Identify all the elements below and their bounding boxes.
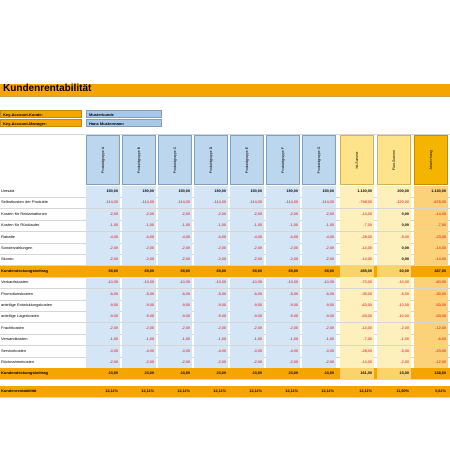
- table-row: [0, 346, 450, 357]
- table-cell[interactable]: 1.130,00: [414, 186, 448, 197]
- column-header-label: Produktgruppe D: [209, 146, 213, 174]
- table-cell[interactable]: 65,00: [144, 268, 154, 273]
- table-cell[interactable]: -2,00: [194, 209, 228, 220]
- row-label: Rabatte: [1, 233, 16, 239]
- table-cell[interactable]: -9,00: [158, 311, 192, 322]
- row-label: Versandkosten: [1, 336, 28, 342]
- table-cell[interactable]: -7,00: [414, 220, 448, 231]
- table-cell[interactable]: -2,00: [266, 254, 300, 265]
- table-cell[interactable]: 0,00: [377, 209, 411, 220]
- table-cell[interactable]: -1,00: [86, 220, 120, 231]
- table-row: [0, 254, 450, 265]
- column-header: [377, 135, 411, 185]
- table-cell[interactable]: -30,00: [414, 289, 448, 300]
- table-cell[interactable]: -4,00: [86, 346, 120, 357]
- table-cell[interactable]: -14,00: [340, 254, 374, 265]
- table-cell[interactable]: -10,00: [122, 277, 156, 288]
- sheet-title-bar: [0, 84, 450, 97]
- table-cell[interactable]: -2,00: [194, 357, 228, 368]
- table-cell[interactable]: -70,00: [340, 277, 374, 288]
- table-cell[interactable]: -2,00: [302, 243, 336, 254]
- table-row: [0, 300, 450, 311]
- table-cell[interactable]: -1,00: [122, 334, 156, 345]
- row-label: Verkaufskosten: [1, 279, 29, 285]
- table-cell[interactable]: -4,00: [122, 232, 156, 243]
- table-cell[interactable]: -1,00: [122, 220, 156, 231]
- table-cell[interactable]: -5,00: [122, 289, 156, 300]
- table-cell[interactable]: -2,00: [86, 357, 120, 368]
- column-header: [86, 135, 120, 185]
- table-cell[interactable]: -2,00: [302, 357, 336, 368]
- table-cell[interactable]: -5,00: [194, 289, 228, 300]
- table-cell[interactable]: -1,00: [266, 334, 300, 345]
- table-cell[interactable]: 65,00: [108, 268, 118, 273]
- table-cell[interactable]: 12,11%: [213, 388, 226, 393]
- table-cell[interactable]: 65,00: [288, 268, 298, 273]
- table-cell[interactable]: 12,11%: [321, 388, 334, 393]
- table-cell[interactable]: -1,00: [302, 220, 336, 231]
- table-cell[interactable]: -2,00: [266, 243, 300, 254]
- table-cell[interactable]: -9,00: [266, 300, 300, 311]
- table-cell[interactable]: 455,00: [340, 266, 374, 277]
- table-cell[interactable]: -114,00: [158, 197, 192, 208]
- column-header: [414, 135, 448, 185]
- table-cell[interactable]: -14,00: [340, 323, 374, 334]
- table-cell[interactable]: -10,00: [194, 277, 228, 288]
- row-label: Kosten für Reklamationen: [1, 210, 48, 216]
- table-cell[interactable]: 23,00: [252, 371, 262, 376]
- table-cell[interactable]: -2,00: [122, 357, 156, 368]
- table-cell[interactable]: 23,00: [377, 368, 411, 379]
- table-cell[interactable]: -5,00: [158, 289, 192, 300]
- table-cell[interactable]: -28,00: [340, 232, 374, 243]
- table-cell[interactable]: 12,11%: [359, 388, 372, 393]
- table-cell[interactable]: -4,00: [158, 232, 192, 243]
- column-header: [340, 135, 374, 185]
- grid-line: [0, 379, 450, 380]
- row-label: Umsatz: [1, 188, 15, 193]
- table-cell[interactable]: -9,00: [266, 311, 300, 322]
- table-cell[interactable]: -2,00: [230, 209, 264, 220]
- table-cell[interactable]: -2,00: [122, 323, 156, 334]
- table-cell[interactable]: -4,00: [230, 346, 264, 357]
- column-header: [302, 135, 336, 185]
- row-label: Sonderzahlungen: [1, 245, 33, 250]
- table-cell[interactable]: -2,00: [158, 323, 192, 334]
- row-label: Servicekosten: [1, 347, 27, 353]
- table-cell[interactable]: 150,00: [302, 186, 336, 197]
- table-row: [0, 243, 450, 254]
- table-cell[interactable]: -4,00: [158, 346, 192, 357]
- table-cell[interactable]: 387,00: [434, 268, 446, 273]
- table-cell[interactable]: -9,00: [194, 300, 228, 311]
- table-cell[interactable]: -53,00: [414, 311, 448, 322]
- table-row: [0, 209, 450, 220]
- column-header-label: Plan-Summe: [392, 149, 396, 171]
- table-cell[interactable]: 65,00: [180, 268, 190, 273]
- table-cell[interactable]: -1,00: [377, 334, 411, 345]
- table-cell[interactable]: -14,00: [414, 209, 448, 220]
- table-cell[interactable]: -2,00: [230, 357, 264, 368]
- table-cell[interactable]: 11,50%: [396, 388, 409, 393]
- table-cell[interactable]: -114,00: [266, 197, 300, 208]
- column-header-label: Abweichung: [429, 150, 433, 170]
- table-cell[interactable]: -2,00: [86, 254, 120, 265]
- table-cell[interactable]: -12,00: [414, 323, 448, 334]
- table-cell[interactable]: -14,00: [414, 254, 448, 265]
- table-cell[interactable]: -2,00: [266, 357, 300, 368]
- table-cell[interactable]: -2,00: [158, 243, 192, 254]
- table-cell[interactable]: -9,00: [302, 300, 336, 311]
- table-cell[interactable]: -5,00: [302, 289, 336, 300]
- table-cell[interactable]: 23,00: [216, 371, 226, 376]
- table-cell[interactable]: -4,00: [266, 346, 300, 357]
- table-cell[interactable]: -7,00: [340, 334, 374, 345]
- table-cell[interactable]: 23,00: [288, 371, 298, 376]
- table-cell[interactable]: -9,00: [86, 311, 120, 322]
- column-header-label: Produktgruppe F: [281, 146, 285, 174]
- table-cell[interactable]: -9,00: [302, 311, 336, 322]
- table-cell[interactable]: -2,00: [86, 243, 120, 254]
- table-cell[interactable]: 150,00: [230, 186, 264, 197]
- table-cell[interactable]: -35,00: [340, 289, 374, 300]
- table-row: [0, 277, 450, 288]
- table-cell[interactable]: -114,00: [230, 197, 264, 208]
- table-row: [0, 357, 450, 368]
- table-cell[interactable]: 200,00: [377, 186, 411, 197]
- grid-line: [0, 134, 450, 135]
- table-cell[interactable]: -2,00: [230, 243, 264, 254]
- table-cell[interactable]: -2,00: [266, 323, 300, 334]
- table-cell[interactable]: 1.130,00: [340, 186, 374, 197]
- table-cell[interactable]: -9,00: [122, 300, 156, 311]
- table-cell[interactable]: -1,00: [302, 334, 336, 345]
- table-cell[interactable]: -1,00: [230, 334, 264, 345]
- table-cell[interactable]: 12,11%: [285, 388, 298, 393]
- table-cell[interactable]: -4,00: [302, 346, 336, 357]
- table-cell[interactable]: -2,00: [194, 254, 228, 265]
- column-header: [266, 135, 300, 185]
- table-cell[interactable]: -10,00: [377, 277, 411, 288]
- table-cell[interactable]: -2,00: [194, 243, 228, 254]
- column-header: [158, 135, 192, 185]
- table-cell[interactable]: -2,00: [302, 209, 336, 220]
- table-cell[interactable]: -4,00: [122, 346, 156, 357]
- row-label: Kosten für Rücklaufer: [1, 222, 40, 228]
- table-cell[interactable]: -14,00: [340, 209, 374, 220]
- table-cell[interactable]: -4,00: [266, 232, 300, 243]
- table-row: [0, 266, 450, 277]
- table-cell[interactable]: -4,00: [194, 346, 228, 357]
- row-label: Selbstkosten der Produkte: [1, 199, 48, 205]
- table-cell[interactable]: 65,00: [324, 268, 334, 273]
- table-cell[interactable]: -2,00: [194, 323, 228, 334]
- column-header: [230, 135, 264, 185]
- table-cell[interactable]: 65,00: [252, 268, 262, 273]
- table-cell[interactable]: -2,00: [86, 209, 120, 220]
- row-label: Kundendeckungsbeitrag: [1, 370, 48, 376]
- sheet-title: Kundenrentabilität: [3, 83, 92, 94]
- table-cell[interactable]: -114,00: [194, 197, 228, 208]
- row-label: Kundenrentabilität: [1, 387, 37, 393]
- table-cell[interactable]: -4,00: [194, 232, 228, 243]
- table-cell[interactable]: -2,00: [377, 323, 411, 334]
- table-cell[interactable]: -4,00: [230, 232, 264, 243]
- table-cell[interactable]: -14,00: [340, 243, 374, 254]
- table-cell[interactable]: -2,00: [302, 323, 336, 334]
- table-cell[interactable]: -12,00: [414, 357, 448, 368]
- table-cell[interactable]: 23,00: [108, 371, 118, 376]
- column-header-label: Produktgruppe B: [137, 146, 141, 174]
- table-cell[interactable]: -9,00: [230, 311, 264, 322]
- table-cell[interactable]: -14,00: [414, 243, 448, 254]
- table-cell[interactable]: -5,00: [86, 289, 120, 300]
- table-cell[interactable]: 12,11%: [141, 388, 154, 393]
- row-label: Promotionskosten: [1, 290, 34, 296]
- column-header-label: Produktgruppe A: [101, 146, 105, 174]
- table-cell[interactable]: -114,00: [302, 197, 336, 208]
- table-cell[interactable]: -2,00: [158, 209, 192, 220]
- table-cell[interactable]: -60,00: [414, 277, 448, 288]
- column-header-label: Ist-Summe: [355, 151, 359, 169]
- table-cell[interactable]: -9,00: [86, 300, 120, 311]
- table-cell[interactable]: 0,61%: [435, 388, 446, 393]
- table-cell[interactable]: -2,00: [86, 323, 120, 334]
- table-cell[interactable]: -4,00: [86, 232, 120, 243]
- table-row: [0, 186, 450, 197]
- table-cell[interactable]: 23,00: [324, 371, 334, 376]
- table-cell[interactable]: -1,00: [86, 334, 120, 345]
- table-cell[interactable]: -120,00: [377, 197, 411, 208]
- table-row: [0, 323, 450, 334]
- table-cell[interactable]: -63,00: [340, 300, 374, 311]
- table-row: [0, 386, 450, 397]
- table-cell[interactable]: 65,00: [216, 268, 226, 273]
- info-label: Key-Account-Kunde:: [0, 110, 82, 118]
- table-row: [0, 289, 450, 300]
- table-cell[interactable]: -53,00: [414, 300, 448, 311]
- table-cell[interactable]: -1,00: [194, 220, 228, 231]
- row-label: anteilige Entwicklungskosten: [1, 302, 53, 307]
- table-cell[interactable]: 150,00: [194, 186, 228, 197]
- table-cell[interactable]: 161,00: [340, 368, 374, 379]
- table-cell[interactable]: 12,11%: [177, 388, 190, 393]
- table-cell[interactable]: -5,00: [377, 289, 411, 300]
- row-label: Skonto: [1, 256, 14, 262]
- table-row: [0, 311, 450, 322]
- table-cell[interactable]: 12,11%: [249, 388, 262, 393]
- row-label: Frachtkosten: [1, 324, 25, 330]
- table-row: [0, 220, 450, 231]
- row-label: Rücknahmekosten: [1, 359, 35, 364]
- table-cell[interactable]: -1,00: [194, 334, 228, 345]
- table-cell[interactable]: 0,00: [377, 220, 411, 231]
- table-cell[interactable]: 23,00: [144, 371, 154, 376]
- table-cell[interactable]: -1,00: [158, 334, 192, 345]
- table-cell[interactable]: -14,00: [340, 357, 374, 368]
- table-cell[interactable]: -9,00: [158, 300, 192, 311]
- row-label: anteilige Lagerkosten: [1, 313, 40, 319]
- table-cell[interactable]: -4,00: [302, 232, 336, 243]
- table-cell[interactable]: -10,00: [302, 277, 336, 288]
- table-cell[interactable]: 0,00: [377, 254, 411, 265]
- table-cell[interactable]: -5,00: [377, 346, 411, 357]
- table-cell[interactable]: -23,00: [414, 346, 448, 357]
- table-cell[interactable]: -2,00: [122, 209, 156, 220]
- table-cell[interactable]: -2,00: [122, 254, 156, 265]
- table-cell[interactable]: -5,00: [377, 232, 411, 243]
- column-header-label: Produktgruppe C: [173, 146, 177, 174]
- table-cell[interactable]: -10,00: [158, 277, 192, 288]
- table-cell[interactable]: -2,00: [230, 323, 264, 334]
- table-cell[interactable]: 60,00: [377, 266, 411, 277]
- table-cell[interactable]: -1,00: [158, 220, 192, 231]
- table-cell[interactable]: 23,00: [180, 371, 190, 376]
- table-cell[interactable]: -2,00: [230, 254, 264, 265]
- grid-line: [0, 397, 450, 398]
- table-row: [0, 197, 450, 208]
- table-cell[interactable]: -6,00: [414, 334, 448, 345]
- table-cell[interactable]: 138,00: [434, 371, 446, 376]
- table-cell[interactable]: -2,00: [158, 254, 192, 265]
- table-cell[interactable]: 0,00: [377, 243, 411, 254]
- column-header-label: Produktgruppe E: [245, 146, 249, 174]
- table-cell[interactable]: -2,00: [122, 243, 156, 254]
- table-cell[interactable]: -23,00: [414, 232, 448, 243]
- table-cell[interactable]: -10,00: [377, 300, 411, 311]
- table-cell[interactable]: -1,00: [230, 220, 264, 231]
- table-cell[interactable]: 12,11%: [105, 388, 118, 393]
- table-cell[interactable]: -7,00: [340, 220, 374, 231]
- info-value[interactable]: Musterkunde: [86, 110, 162, 118]
- table-cell[interactable]: -2,00: [158, 357, 192, 368]
- table-cell[interactable]: -678,00: [414, 197, 448, 208]
- table-cell[interactable]: -798,00: [340, 197, 374, 208]
- table-row: [0, 334, 450, 345]
- column-header-label: Produktgruppe G: [317, 146, 321, 174]
- table-row: [0, 232, 450, 243]
- table-cell[interactable]: -2,00: [302, 254, 336, 265]
- table-row: [0, 368, 450, 379]
- table-cell[interactable]: -114,00: [122, 197, 156, 208]
- table-cell[interactable]: -5,00: [266, 289, 300, 300]
- table-cell[interactable]: 150,00: [158, 186, 192, 197]
- table-cell[interactable]: -10,00: [377, 311, 411, 322]
- table-cell[interactable]: -28,00: [340, 346, 374, 357]
- info-label: Key-Account-Manager:: [0, 119, 82, 127]
- column-header: [194, 135, 228, 185]
- table-cell[interactable]: -9,00: [230, 300, 264, 311]
- table-cell[interactable]: -1,00: [266, 220, 300, 231]
- table-cell[interactable]: -63,00: [340, 311, 374, 322]
- table-cell[interactable]: -9,00: [122, 311, 156, 322]
- table-cell[interactable]: -2,00: [266, 209, 300, 220]
- column-header: [122, 135, 156, 185]
- info-value[interactable]: Hans Mustermann: [86, 119, 162, 127]
- table-cell[interactable]: 150,00: [122, 186, 156, 197]
- table-cell[interactable]: -10,00: [86, 277, 120, 288]
- row-label: Kundendeckungsbeitrag: [1, 267, 48, 273]
- table-cell[interactable]: -114,00: [86, 197, 120, 208]
- table-cell[interactable]: -9,00: [194, 311, 228, 322]
- table-cell[interactable]: -2,00: [377, 357, 411, 368]
- table-cell[interactable]: -10,00: [230, 277, 264, 288]
- table-cell[interactable]: -10,00: [266, 277, 300, 288]
- table-cell[interactable]: 150,00: [86, 186, 120, 197]
- table-cell[interactable]: 150,00: [266, 186, 300, 197]
- table-cell[interactable]: -5,00: [230, 289, 264, 300]
